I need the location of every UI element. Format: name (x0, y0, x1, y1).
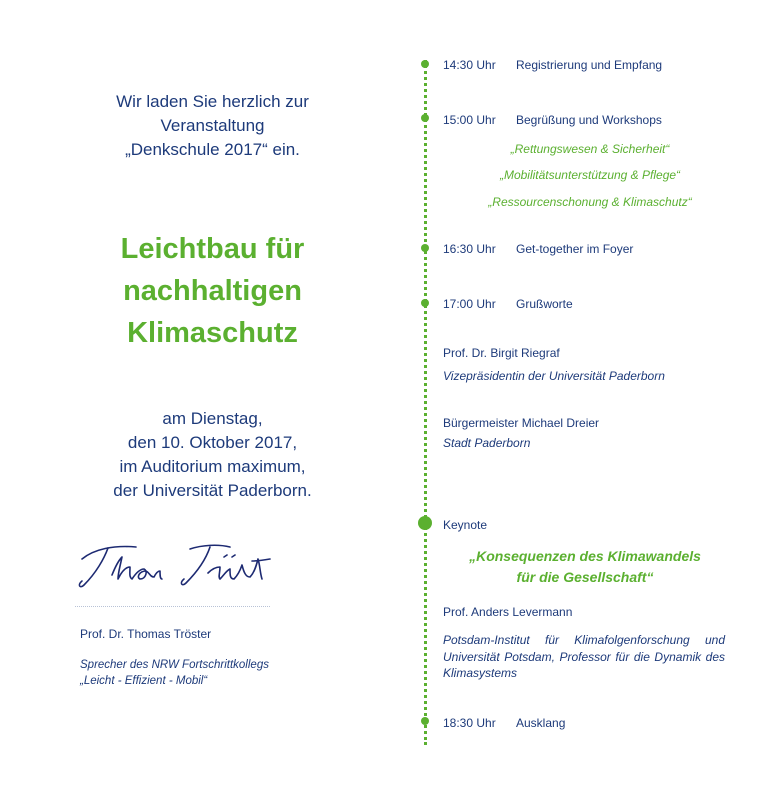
signer-role-line: Sprecher des NRW Fortschrittkollegs (80, 659, 269, 671)
signer-name: Prof. Dr. Thomas Tröster (80, 627, 212, 641)
timeline-dot (421, 299, 429, 307)
registration-time: 14:30 Uhr (443, 58, 496, 72)
signature-rule (75, 606, 270, 607)
timeline-dot (421, 717, 429, 725)
get-together-title: Get-together im Foyer (516, 242, 634, 256)
timeline-dot (421, 60, 429, 68)
greetings-title: Grußworte (516, 297, 573, 311)
speaker-name: Prof. Dr. Birgit Riegraf (443, 346, 560, 360)
workshop-item: „Mobilitätsunterstützung & Pflege“ (499, 168, 681, 182)
keynote-title-line: für die Gesellschaft“ (516, 569, 654, 585)
keynote-title (435, 546, 735, 588)
speaker-name: Bürgermeister Michael Dreier (443, 416, 600, 430)
timeline-line (424, 60, 427, 745)
venue-line: im Auditorium maximum, (119, 457, 306, 476)
keynote-title-line: „Konsequenzen des Klimawandels (469, 548, 701, 564)
closing-time: 18:30 Uhr (443, 716, 496, 730)
date-line: am Dienstag, (162, 409, 263, 428)
greetings-time: 17:00 Uhr (443, 297, 496, 311)
speaker-affiliation: Stadt Paderborn (443, 436, 531, 450)
workshop-item: „Ressourcenschonung & Klimaschutz“ (488, 195, 692, 209)
keynote-label: Keynote (443, 518, 488, 532)
keynote-affiliation: Potsdam-Institut für Klimafolgenforschung und Universität Potsdam, Professor für die Dynamik des Klimasystems (443, 633, 725, 680)
signer-role-line: „Leicht - Effizient - Mobil“ (80, 675, 208, 687)
signer-role (80, 657, 269, 689)
intro-line: „Denkschule 2017“ ein. (125, 140, 300, 159)
welcome-title: Begrüßung und Workshops (516, 113, 662, 127)
date-and-venue (40, 407, 385, 503)
headline-line: Leichtbau für (120, 233, 305, 265)
date-line: den 10. Oktober 2017, (127, 433, 298, 452)
intro-line: Wir laden Sie herzlich zur (116, 92, 309, 111)
speaker-affiliation: Vizepräsidentin der Universität Paderborn (443, 369, 665, 383)
intro-line: Veranstaltung (160, 116, 265, 135)
headline-line: nachhaltigen (123, 275, 302, 307)
timeline-dot (421, 244, 429, 252)
invitation-intro (40, 90, 385, 162)
event-headline (40, 228, 385, 354)
registration-title: Registrierung und Empfang (516, 58, 663, 72)
handwritten-signature (74, 535, 274, 605)
welcome-time: 15:00 Uhr (443, 113, 496, 127)
headline-line: Klimaschutz (127, 317, 298, 349)
timeline-dot-keynote (418, 516, 432, 530)
timeline-dot (421, 114, 429, 122)
venue-line: der Universität Paderborn. (113, 481, 312, 500)
keynote-speaker: Prof. Anders Levermann (443, 605, 573, 619)
closing-title: Ausklang (516, 716, 566, 730)
workshop-item: „Rettungswesen & Sicherheit“ (510, 142, 670, 156)
get-together-time: 16:30 Uhr (443, 242, 496, 256)
